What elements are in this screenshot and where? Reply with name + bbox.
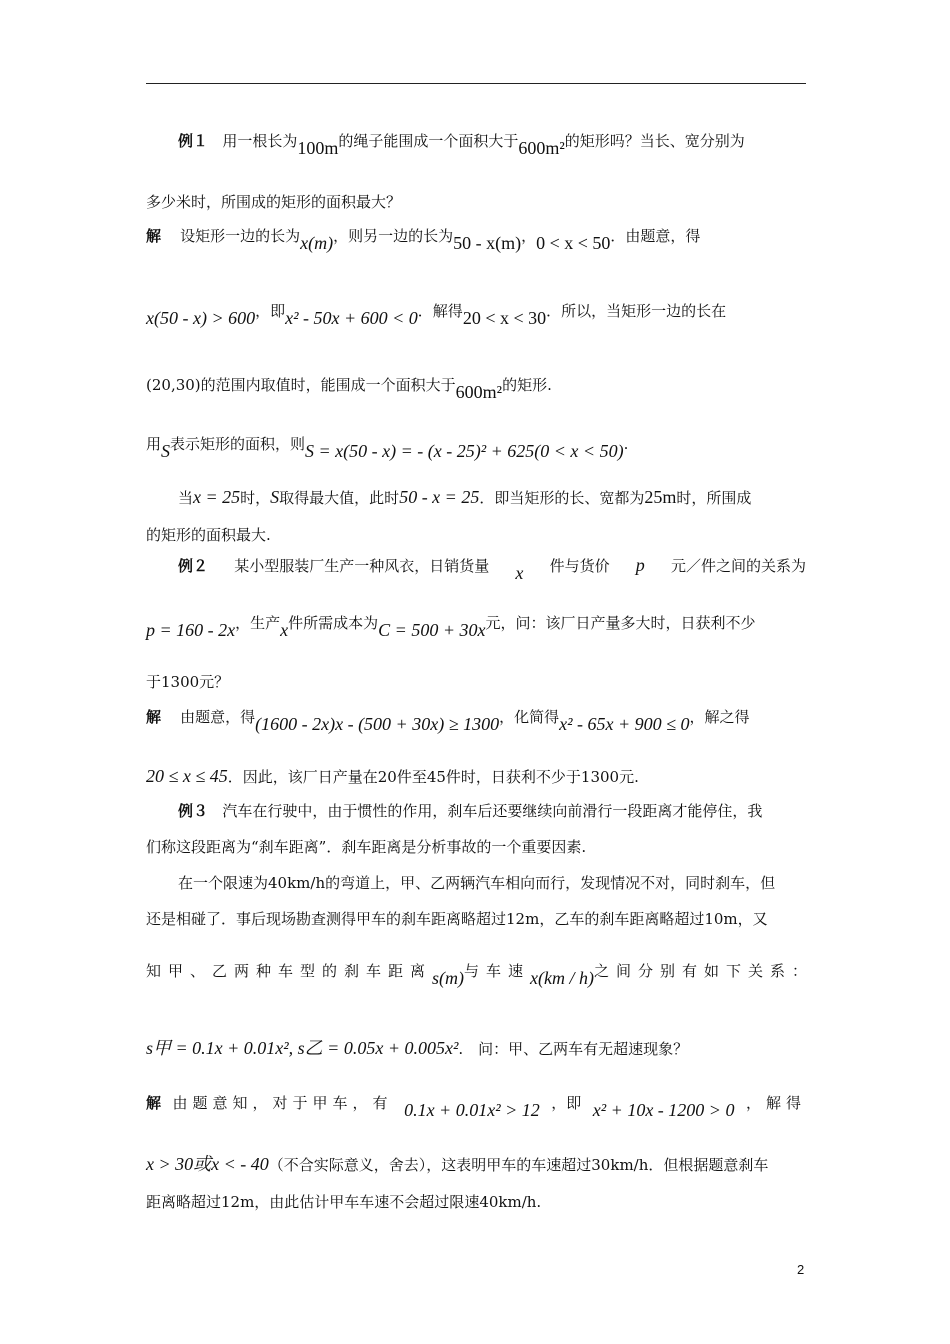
solution-1-line-4 [146, 433, 806, 461]
text: 元／件之间的关系为 [670, 557, 806, 575]
text: 由题意知，对于甲车，有 [172, 1094, 393, 1112]
math: x² - 65x + 900 ≤ 0 [559, 714, 690, 734]
text: ，生产 [235, 614, 281, 632]
example-2-line-3: 于1300元？ [146, 673, 230, 691]
text: 表示矩形的面积，则 [170, 435, 306, 453]
text: ．即当矩形的长、宽都为 [479, 489, 645, 507]
math: 50 - x(m) [453, 233, 522, 253]
text: 设矩形一边的长为 [180, 227, 301, 245]
text: ．解得 [417, 302, 463, 320]
example-1-line-2: 多少米时，所围成的矩形的面积最大？ [146, 193, 402, 211]
text: 的矩形. [502, 376, 552, 394]
math: s甲 = 0.1x + 0.01x², s乙 = 0.05x + 0.005x² [146, 1038, 459, 1058]
example-3-label: 例３ [178, 802, 209, 820]
math: x [515, 563, 524, 583]
solution-1-line-1 [146, 225, 806, 253]
solution-2-line-1 [146, 706, 806, 734]
math: (1600 - 2x)x - (500 + 30x) ≥ 1300 [255, 714, 500, 734]
text: 与车速 [464, 962, 531, 980]
solution-label: 解 [146, 227, 162, 245]
math: 20 < x < 30 [462, 308, 547, 328]
text: . [623, 435, 629, 453]
math: x(50 - x) > 600 [146, 308, 256, 328]
text: 汽车在行驶中，由于惯性的作用，刹车后还要继续向前滑行一段距离才能停住，我 [222, 802, 763, 820]
text: 件与货价 [549, 557, 610, 575]
math: x² + 10x - 1200 > 0 [592, 1100, 735, 1120]
example-2-label: 例２ [178, 557, 209, 575]
text: 由题意，得 [180, 708, 256, 726]
math: 50 - x = 25 [399, 487, 480, 507]
text: ，化简得 [499, 708, 560, 726]
math: x > 30或x < - 40 [146, 1154, 269, 1174]
math: s(m) [432, 968, 465, 988]
text: 用一根长为 [222, 132, 298, 150]
math: S = x(50 - x) = - (x - 25)² + 625(0 < x < 50) [305, 441, 624, 461]
example-3-line-4: 还是相碰了．事后现场勘查测得甲车的刹车距离略超过12m，乙车的刹车距离略超过10m，又 [146, 910, 768, 928]
page-number: 2 [797, 1262, 805, 1277]
math: 600m² [518, 138, 565, 158]
solution-label: 解 [146, 1094, 162, 1112]
text: 元，问：该厂日产量多大时，日获利不少 [485, 614, 756, 632]
text: 取得最大值，此时 [279, 489, 400, 507]
text: （不合实际意义，舍去），这表明甲车的车速超过30km/h．但根据题意刹车 [268, 1156, 769, 1174]
example-1-line-1 [178, 130, 806, 158]
math: p [635, 555, 645, 575]
example-2-line-1 [178, 555, 806, 583]
solution-2-line-2 [146, 766, 806, 787]
text: 件所需成本为 [288, 614, 379, 632]
solution-3-line-3: 距离略超过12m，由此估计甲车车速不会超过限速40km/h. [146, 1193, 542, 1211]
text: ，则另一边的长为 [333, 227, 454, 245]
solution-label: 解 [146, 708, 162, 726]
text: ，即 [255, 302, 286, 320]
solution-1-line-5 [178, 487, 806, 508]
text: 某小型服装厂生产一种风衣，日销货量 [234, 557, 490, 575]
text: 时， [240, 489, 271, 507]
math: x² - 50x + 600 < 0 [285, 308, 418, 328]
text: 的绳子能围成一个面积大于 [338, 132, 519, 150]
math: x(m) [300, 233, 334, 253]
example-1-label: 例１ [178, 132, 209, 150]
text: . 问：甲、乙两车有无超速现象？ [458, 1040, 689, 1058]
math: S [161, 441, 171, 461]
example-2-line-2 [146, 612, 806, 640]
solution-1-line-3 [146, 374, 806, 402]
math: 0.1x + 0.01x² > 12 [404, 1100, 540, 1120]
math: p = 160 - 2x [146, 620, 236, 640]
solution-1-line-6: 的矩形的面积最大. [146, 526, 271, 544]
text: 之间分别有如下关系： [594, 962, 815, 980]
text: 用 [146, 435, 162, 453]
math: 0 < x < 50 [536, 233, 611, 253]
text: (20,30)的范围内取值时，能围成一个面积大于 [146, 376, 456, 394]
header-rule [146, 83, 806, 84]
text: 当 [178, 489, 194, 507]
math: 25m [644, 487, 677, 507]
example-3-line-3: 在一个限速为40km/h的弯道上，甲、乙两辆汽车相向而行，发现情况不对，同时刹车，但 [178, 874, 776, 892]
solution-1-line-2 [146, 300, 806, 328]
text: ，即 [551, 1094, 582, 1112]
math: x(km / h) [530, 968, 594, 988]
text: ．因此，该厂日产量在20件至45件时，日获利不少于1300元. [227, 768, 639, 786]
text: ， [521, 227, 537, 245]
text: 时，所围成 [676, 489, 752, 507]
math: 20 ≤ x ≤ 45 [146, 766, 228, 786]
text: ，解之得 [689, 708, 750, 726]
example-3-line-6 [146, 1038, 806, 1059]
solution-3-line-1 [146, 1092, 806, 1120]
math: S [270, 487, 280, 507]
math: 600m² [455, 382, 503, 402]
math: x [280, 620, 289, 640]
example-3-line-5 [146, 960, 815, 988]
text: 的矩形吗？当长、宽分别为 [564, 132, 745, 150]
text: ．由题意，得 [610, 227, 701, 245]
text: ，解得 [745, 1094, 806, 1112]
math: C = 500 + 30x [378, 620, 486, 640]
math: 100m [297, 138, 339, 158]
example-3-line-1 [178, 801, 806, 821]
example-3-line-2: 们称这段距离为“刹车距离”．刹车距离是分析事故的一个重要因素. [146, 838, 587, 856]
math: x = 25 [193, 487, 241, 507]
text: ．所以，当矩形一边的长在 [546, 302, 727, 320]
solution-3-line-2 [146, 1154, 806, 1175]
text: 知甲、乙两种车型的刹车距离 [146, 962, 433, 980]
